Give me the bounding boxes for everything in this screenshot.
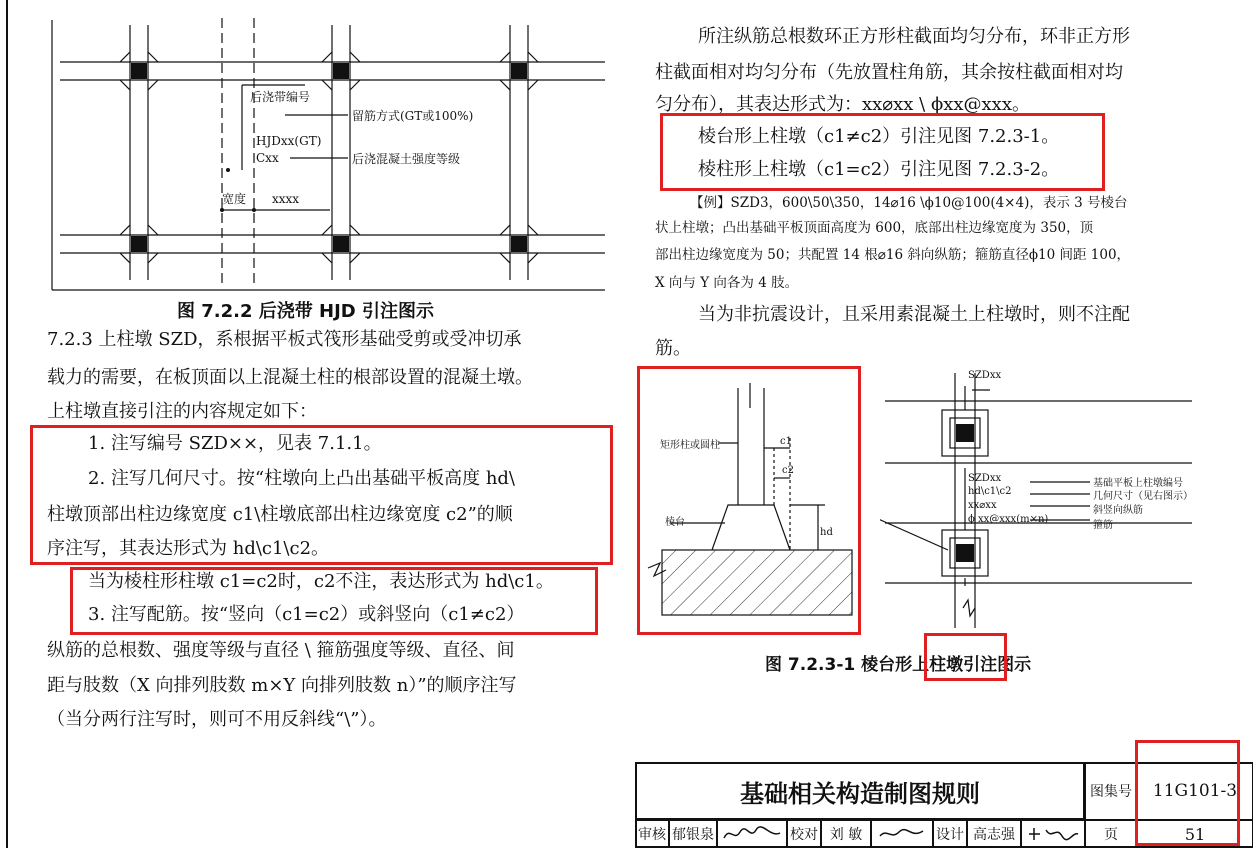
label-rebar-method: 留筋方式(GT或100%) [352, 109, 474, 123]
plan-desc-rebar: 斜竖向纵筋 [1093, 505, 1143, 516]
label-column: 矩形柱或圆柱 [660, 440, 720, 451]
figure-7-2-2-drawing [30, 10, 620, 295]
figure-7-2-2-caption: 图 7.2.2 后浇带 HJD 引注图示 [177, 301, 435, 322]
highlight-box-atlas-page [1135, 740, 1240, 846]
checker-signature [871, 820, 933, 848]
example-line1: 【例】SZD3，600\50\350，14⌀16 \ϕ10@100(4×4)，表示 3 号棱台 [690, 195, 1128, 211]
item-3-line1: 3. 注写配筋。按“竖向（c1=c2）或斜竖向（c1≠c2） [88, 604, 525, 625]
label-c2: c2 [782, 465, 794, 476]
highlight-box-items-1-2 [30, 425, 613, 565]
atlas-number: 11G101-3 [1137, 762, 1253, 820]
checker-name: 刘 敏 [821, 820, 871, 848]
section-7-2-3-line1: 7.2.3 上柱墩 SZD，系根据平板式筏形基础受剪或受冲切承 [47, 329, 522, 350]
plan-code: SZDxx [968, 473, 1002, 484]
plan-stirrup: ϕ xx@xxx(m×n) [968, 514, 1049, 525]
highlight-box-note-item3 [70, 567, 598, 635]
item-2-line3: 序注写，其表达形式为 hd\c1\c2。 [47, 538, 330, 559]
plan-desc-stirrup: 箍筋 [1093, 520, 1113, 531]
non-seismic-line1: 当为非抗震设计，且采用素混凝土上柱墩时，则不注配 [698, 304, 1130, 325]
designer-signature [1021, 820, 1085, 848]
atlas-label: 图集号 [1085, 762, 1137, 820]
non-seismic-line2: 筋。 [655, 338, 691, 359]
example-line4: X 向与 Y 向各为 4 肢。 [655, 275, 799, 291]
ref-line-prism: 棱柱形上柱墩（c1=c2）引注见图 7.2.3-2。 [698, 159, 1060, 180]
plan-dims: hd\c1\c2 [968, 486, 1012, 497]
title-block-title: 基础相关构造制图规则 [635, 762, 1085, 820]
highlight-box-section [637, 366, 861, 635]
label-c1: c1 [780, 436, 792, 447]
left-page-border [6, 0, 8, 848]
label-frustum: 棱台 [665, 517, 685, 528]
ref-line-frustum: 棱台形上柱墩（c1≠c2）引注见图 7.2.3-1。 [698, 126, 1060, 147]
label-xxxx: xxxx [272, 192, 300, 206]
label-hd: hd [820, 527, 833, 538]
item-3-line2: 纵筋的总根数、强度等级与直径 \ 箍筋强度等级、直径、间 [47, 640, 515, 661]
plan-rebar: xx⌀xx [968, 500, 997, 511]
right-para1-line1: 所注纵筋总根数环正方形柱截面均匀分布，环非正方形 [698, 26, 1130, 47]
section-7-2-3-line2: 载力的需要，在板顶面以上混凝土柱的根部设置的混凝土墩。 [47, 367, 533, 388]
item-2-line2: 柱墩顶部出柱边缘宽度 c1\柱墩底部出柱边缘宽度 c2”的顺 [47, 504, 513, 525]
designer-name: 高志强 [967, 820, 1021, 848]
item-2-note: 当为棱柱形柱墩 c1=c2时，c2不注，表达形式为 hd\c1。 [88, 571, 554, 592]
review-label: 审核 [635, 820, 669, 848]
section-7-2-3-line3: 上柱墩直接引注的内容规定如下： [47, 401, 317, 422]
plan-desc-dims: 几何尺寸（见右图示） [1093, 491, 1193, 502]
example-line3: 部出柱边缘宽度为 50；共配置 14 根⌀16 斜向纵筋；箍筋直径ϕ10 间距 100， [655, 247, 1131, 263]
label-post-band-number: 后浇带编号 [250, 90, 311, 104]
page-label: 页 [1085, 820, 1137, 848]
label-code-line2: Cxx [256, 151, 279, 165]
label-width: 宽度 [222, 192, 247, 206]
right-para1-line3: 匀分布），其表达形式为：xx⌀xx \ ϕxx@xxx。 [655, 94, 1030, 115]
right-para1-line2: 柱截面相对均匀分布（先放置柱角筋，其余按柱截面相对均 [655, 62, 1123, 83]
figure-7-2-3-1-plan [880, 368, 1198, 638]
item-1: 1. 注写编号 SZD××，见表 7.1.1。 [88, 433, 382, 454]
plan-desc-code: 基础平板上柱墩编号 [1093, 478, 1183, 489]
design-label: 设计 [933, 820, 967, 848]
highlight-box-ref-lines [660, 113, 1105, 191]
check-label: 校对 [787, 820, 821, 848]
item-3-line4: （当分两行注写时，则可不用反斜线“\”）。 [47, 709, 387, 730]
item-3-line3: 距与肢数（X 向排列肢数 m×Y 向排列肢数 n）”的顺序注写 [47, 675, 517, 696]
highlight-box-caption [924, 633, 1007, 681]
example-line2: 状上柱墩；凸出基础平板顶面高度为 600，底部出柱边缘宽度为 350，顶 [655, 220, 1094, 236]
reviewer-signature [717, 820, 787, 848]
label-code-line1: HJDxx(GT) [256, 134, 322, 148]
reviewer-name: 郁银泉 [669, 820, 717, 848]
label-concrete-grade: 后浇混凝土强度等级 [352, 152, 461, 166]
page-number: 51 [1137, 820, 1253, 848]
item-2-line1: 2. 注写几何尺寸。按“柱墩向上凸出基础平板高度 hd\ [88, 468, 515, 489]
plan-top-label: SZDxx [968, 370, 1002, 381]
figure-7-2-3-1-caption: 图 7.2.3-1 棱台形上柱墩引注图示 [765, 655, 1032, 675]
